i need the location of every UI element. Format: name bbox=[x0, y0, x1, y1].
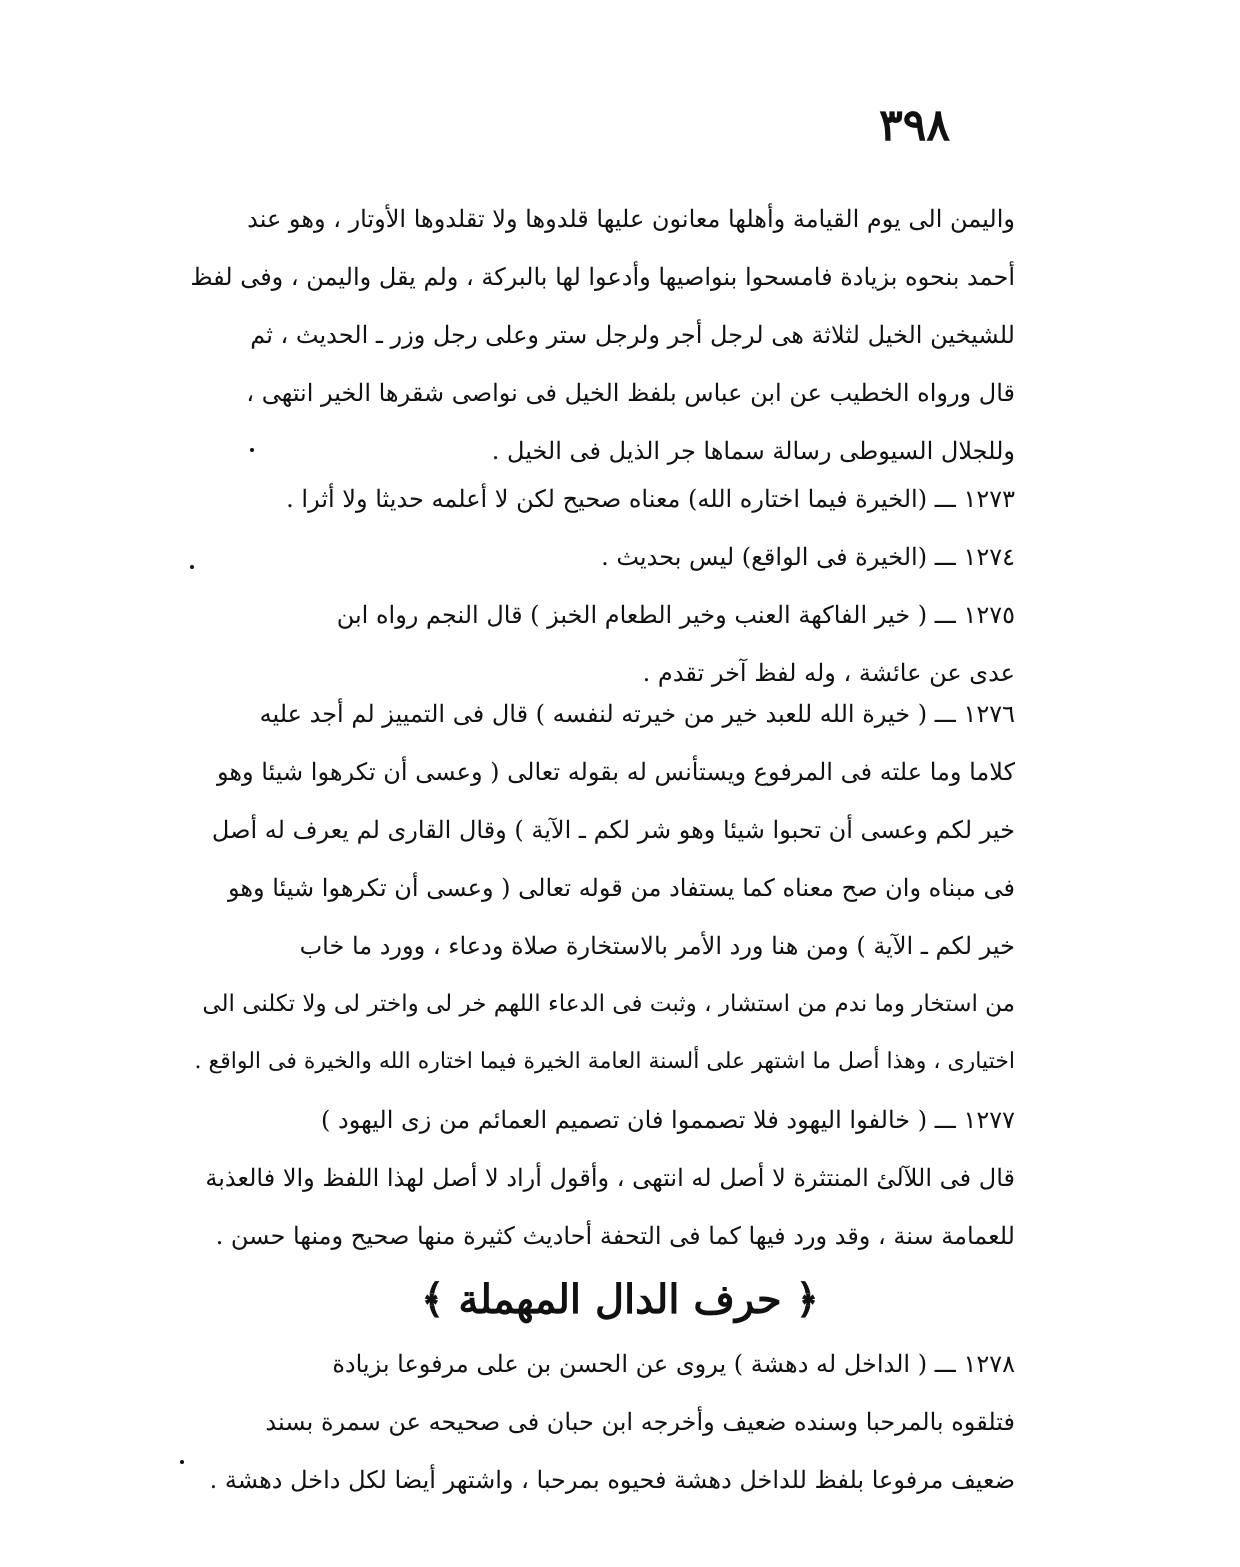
page-number: ٣٩٨ bbox=[879, 100, 950, 151]
entry-1278-block bbox=[185, 1335, 1015, 1509]
entry-1274: ١٢٧٤ ـــ (الخيرة فى الواقع) ليس بحديث . bbox=[601, 543, 1015, 571]
text-line: قال فى اللآلئ المنتثرة لا أصل له انتهى ، وأقول أراد لا أصل لهذا اللفظ والا فالعذبة bbox=[205, 1164, 1015, 1192]
entry-1278: ١٢٧٨ ـــ ( الداخل له دهشة ) يروى عن الحسن بن على مرفوعا بزيادة bbox=[332, 1350, 1015, 1378]
text-line: عدى عن عائشة ، وله لفظ آخر تقدم . bbox=[642, 659, 1015, 687]
text-line: قال ورواه الخطيب عن ابن عباس بلفظ الخيل فى نواصى شقرها الخير انتهى ، bbox=[246, 379, 1015, 407]
text-line: أحمد بنحوه بزيادة فامسحوا بنواصيها وأدعوا لها بالبركة ، ولم يقل واليمن ، وفى لفظ bbox=[190, 263, 1015, 291]
paragraph-horse-hadith bbox=[185, 190, 1015, 480]
text-line: وللجلال السيوطى رسالة سماها جر الذيل فى الخيل . bbox=[491, 437, 1015, 465]
text-line: خير لكم وعسى أن تحبوا شيئا وهو شر لكم ـ الآية ) وقال القارى لم يعرف له أصل bbox=[211, 816, 1015, 844]
text-line: واليمن الى يوم القيامة وأهلها معانون عليها قلدوها ولا تقلدوها الأوتار ، وهو عند bbox=[247, 205, 1015, 233]
text-line: للعمامة سنة ، وقد ورد فيها كما فى التحفة أحاديث كثيرة منها صحيح ومنها حسن . bbox=[215, 1222, 1015, 1250]
text-line: فتلقوه بالمرحبا وسنده ضعيف وأخرجه ابن حبان فى صحيحه عن سمرة بسند bbox=[265, 1408, 1015, 1436]
text-line: كلاما وما علته فى المرفوع ويستأنس له بقوله تعالى ( وعسى أن تكرهوا شيئا وهو bbox=[216, 758, 1015, 786]
text-line: ضعيف مرفوعا بلفظ للداخل دهشة فحيوه بمرحبا ، واشتهر أيضا لكل داخل دهشة . bbox=[209, 1466, 1015, 1494]
text-line: من استخار وما ندم من استشار ، وثبت فى الدعاء اللهم خر لى واختر لى ولا تكلنى الى bbox=[202, 991, 1015, 1017]
entries-1273-1275 bbox=[185, 470, 1015, 702]
entry-1276: ١٢٧٦ ـــ ( خيرة الله للعبد خير من خيرته لنفسه ) قال فى التمييز لم أجد عليه bbox=[259, 700, 1015, 728]
text-line: اختيارى ، وهذا أصل ما اشتهر على ألسنة العامة الخيرة فيما اختاره الله والخيرة فى الواقع . bbox=[194, 1049, 1015, 1074]
text-line: فى مبناه وان صح معناه كما يستفاد من قوله تعالى ( وعسى أن تكرهوا شيئا وهو bbox=[227, 874, 1015, 902]
section-heading: ﴿ حرف الدال المهملة ﴾ bbox=[421, 1276, 819, 1323]
text-line: خير لكم ـ الآية ) ومن هنا ورد الأمر بالاستخارة صلاة ودعاء ، وورد ما خاب bbox=[299, 932, 1015, 960]
scan-speck bbox=[190, 565, 194, 569]
scan-speck bbox=[250, 448, 254, 452]
text-line: للشيخين الخيل لثلاثة هى لرجل أجر ولرجل ستر وعلى رجل وزر ـ الحديث ، ثم bbox=[250, 321, 1015, 349]
entry-1277: ١٢٧٧ ـــ ( خالفوا اليهود فلا تصمموا فان تصميم العمائم من زى اليهود ) bbox=[321, 1106, 1015, 1134]
entry-1275: ١٢٧٥ ـــ ( خير الفاكهة العنب وخير الطعام الخبز ) قال النجم رواه ابن bbox=[336, 601, 1015, 629]
entry-1273: ١٢٧٣ ـــ (الخيرة فيما اختاره الله) معناه صحيح لكن لا أعلمه حديثا ولا أثرا . bbox=[286, 485, 1015, 513]
entries-1276-1277 bbox=[185, 685, 1015, 1265]
scan-speck bbox=[180, 1460, 184, 1464]
